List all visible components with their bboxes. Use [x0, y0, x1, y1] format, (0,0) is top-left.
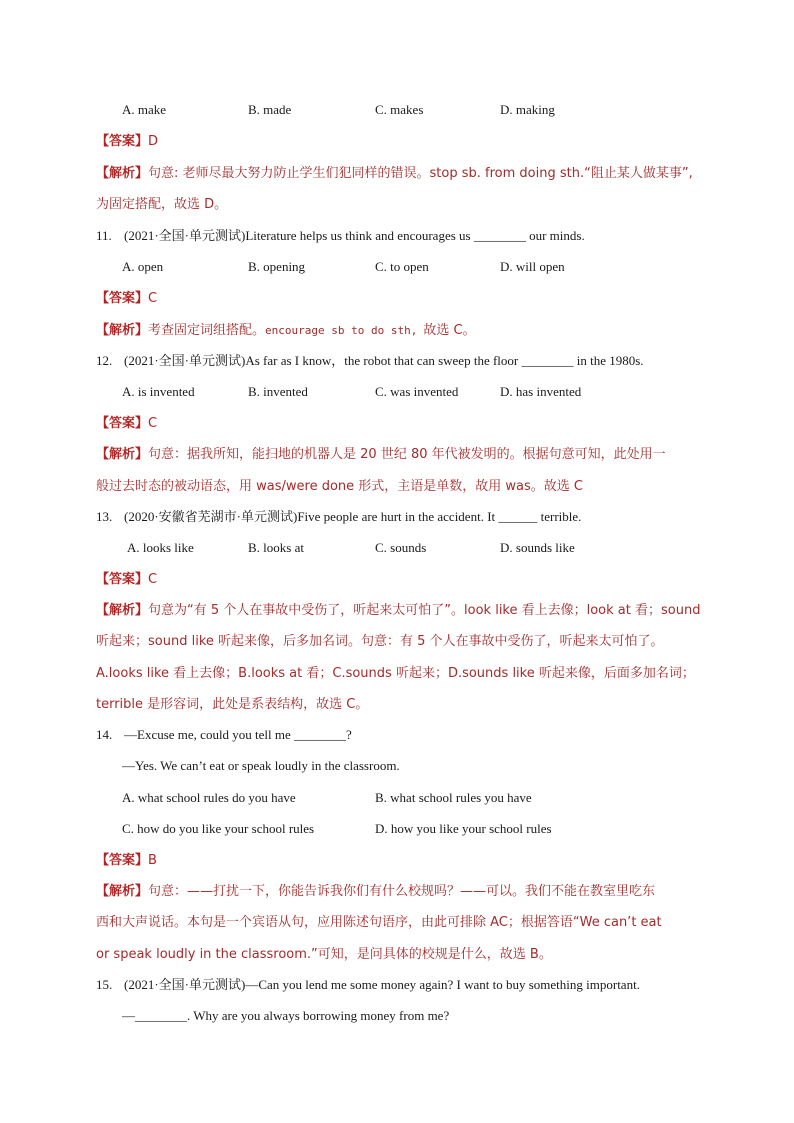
answer-tag: 【答案】 [96, 572, 149, 587]
explanation-tag: 【解析】 [96, 884, 149, 899]
q13-explanation-line3: A.looks like 看上去像；B.looks at 看；C.sounds 听起来；D.sounds like 听起来像，后面多加名词； [96, 666, 695, 681]
q12-stem [96, 351, 644, 371]
answer-tag: 【答案】 [96, 134, 149, 149]
question-text: —Excuse me, could you tell me ________? [124, 727, 352, 742]
q15-stem-line1 [96, 975, 640, 995]
q14-explanation-line3: or speak loudly in the classroom.”可知，是问具体的校规是什么，故选 B。 [96, 947, 552, 962]
answer-value: C [148, 416, 158, 431]
q14-stem-line2: —Yes. We can’t eat or speak loudly in the classroom. [122, 758, 400, 773]
q11-option-c: C. to open [375, 259, 429, 274]
explanation-tag: 【解析】 [96, 323, 149, 338]
question-number: 12. [96, 353, 113, 368]
q10-answer [96, 131, 158, 152]
question-text: (2021·全国·单元测试)—Can you lend me some money again? I want to buy something important. [124, 977, 640, 992]
answer-value: B [148, 853, 157, 868]
q10-explanation-line2: 为固定搭配，故选 D。 [96, 197, 228, 212]
q13-explanation-line2: 听起来；sound like 听起来像，后多加名词。句意：有 5 个人在事故中受伤了，听起来太可怕了。 [96, 634, 664, 649]
q13-stem [96, 507, 581, 527]
q12-option-a: A. is invented [122, 384, 195, 399]
q14-option-c: C. how do you like your school rules [122, 821, 315, 836]
question-number: 14. [96, 727, 113, 742]
q12-option-b: B. invented [248, 384, 308, 399]
q12-option-d: D. has invented [500, 384, 582, 399]
q11-stem [96, 226, 585, 246]
explanation-tag: 【解析】 [96, 447, 149, 462]
question-text: (2020·安徽省芜湖市·单元测试)Five people are hurt in the accident. It ______ terrible. [124, 509, 582, 524]
q13-option-b: B. looks at [248, 540, 304, 555]
question-text: (2021·全国·单元测试)Literature helps us think and encourages us ________ our minds. [124, 228, 585, 243]
question-number: 13. [96, 509, 113, 524]
explanation-tag: 【解析】 [96, 603, 149, 618]
answer-value: D [148, 134, 159, 149]
answer-tag: 【答案】 [96, 416, 149, 431]
q12-explanation-line1: 【解析】句意：据我所知，能扫地的机器人是 20 世纪 80 年代被发明的。根据句意可知，此处用一 [96, 447, 666, 462]
question-number: 11. [96, 228, 112, 243]
q13-option-a: A. looks like [127, 540, 194, 555]
q11-option-d: D. will open [500, 259, 565, 274]
explanation-tag: 【解析】 [96, 166, 149, 181]
q14-option-b: B. what school rules you have [375, 790, 532, 805]
q12-explanation-line2: 般过去时态的被动语态，用 was/were done 形式，主语是单数，故用 was。故选 C [96, 479, 583, 494]
q11-option-a: A. open [122, 259, 164, 274]
answer-value: C [148, 291, 158, 306]
q10-option-a: A. make [122, 102, 167, 117]
answer-tag: 【答案】 [96, 291, 149, 306]
q13-option-c: C. sounds [375, 540, 427, 555]
q13-answer [96, 569, 157, 590]
q12-answer [96, 413, 157, 434]
q14-explanation-line2: 西和大声说话。本句是一个宾语从句，应用陈述句语序，由此可排除 AC；根据答语“We can’t eat [96, 915, 662, 930]
q13-option-d: D. sounds like [500, 540, 575, 555]
q14-stem-line1 [96, 725, 352, 745]
q14-option-d: D. how you like your school rules [375, 821, 552, 836]
q11-explanation: 【解析】考查固定词组搭配。encourage sb to do sth, 故选 C。 [96, 323, 476, 338]
q10-option-c: C. makes [375, 102, 424, 117]
question-number: 15. [96, 977, 113, 992]
q11-option-b: B. opening [248, 259, 306, 274]
q12-option-c: C. was invented [375, 384, 459, 399]
q10-explanation-line1: 【解析】句意: 老师尽最大努力防止学生们犯同样的错误。stop sb. from doing sth.“阻止某人做某事”, [96, 166, 693, 181]
answer-tag: 【答案】 [96, 853, 149, 868]
q10-option-b: B. made [248, 102, 292, 117]
q14-explanation-line1: 【解析】句意：——打扰一下，你能告诉我你们有什么校规吗？——可以。我们不能在教室里吃东 [96, 884, 656, 899]
q13-explanation-line1: 【解析】句意为“有 5 个人在事故中受伤了，听起来太可怕了”。look like 看上去像；look at 看；sound [96, 603, 701, 618]
q10-option-d: D. making [500, 102, 555, 117]
q15-stem-line2: —________. Why are you always borrowing money from me? [122, 1008, 450, 1023]
q14-option-a: A. what school rules do you have [122, 790, 296, 805]
answer-value: C [148, 572, 158, 587]
q14-answer [96, 850, 157, 871]
question-text: (2021·全国·单元测试)As far as I know，the robot that can sweep the floor ________ in the 1980s. [124, 353, 644, 368]
q11-answer [96, 288, 157, 309]
q13-explanation-line4: terrible 是形容词，此处是系表结构，故选 C。 [96, 697, 369, 712]
